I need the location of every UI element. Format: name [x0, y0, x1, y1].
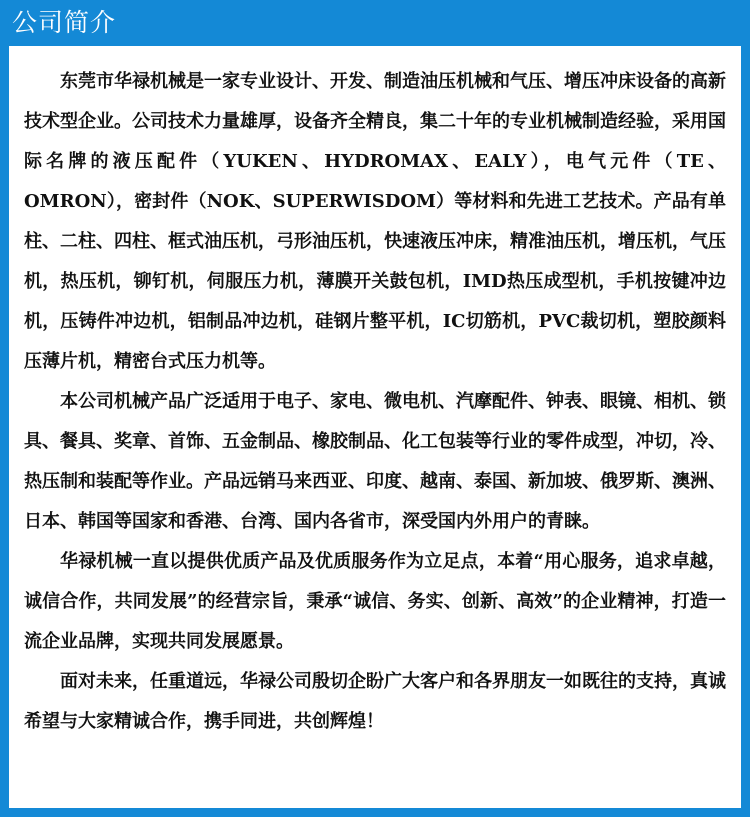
- intro-paragraph-1: 东莞市华禄机械是一家专业设计、开发、制造油压机械和气压、增压冲床设备的高新技术型企业。公司技术力量雄厚，设备齐全精良，集二十年的专业机械制造经验，采用国际名牌的液压配件（YUKEN、HYDROMAX、EALY），电气元件（TE、OMRON），密封件（NOK、SUPERWISDOM）等材料和先进工艺技术。产品有单柱、二柱、四柱、框式油压机，弓形油压机，快速液压冲床，精准油压机，增压机，气压机，热压机，铆钉机，伺服压力机，薄膜开关鼓包机，IMD热压成型机，手机按键冲边机，压铸件冲边机，铝制品冲边机，硅钢片整平机，IC切筋机，PVC裁切机，塑胶颜料压薄片机，精密台式压力机等。: [24, 71, 726, 372]
- content-panel: [9, 46, 741, 808]
- intro-paragraph-2: 本公司机械产品广泛适用于电子、家电、微电机、汽摩配件、钟表、眼镜、相机、锁具、餐具、奖章、首饰、五金制品、橡胶制品、化工包装等行业的零件成型，冲切，冷、热压制和装配等作业。产品远销马来西亚、印度、越南、泰国、新加坡、俄罗斯、澳洲、日本、韩国等国家和香港、台湾、国内各省市，深受国内外用户的青睐。: [24, 391, 726, 532]
- intro-paragraph-4: 面对未来，任重道远，华禄公司殷切企盼广大客户和各界朋友一如既往的支持，真诚希望与大家精诚合作，携手同进，共创辉煌！: [24, 671, 726, 732]
- company-intro: [24, 62, 726, 742]
- header-bar: [0, 0, 750, 46]
- page-title: 公司简介: [12, 8, 117, 37]
- intro-paragraph-3: 华禄机械一直以提供优质产品及优质服务作为立足点，本着“用心服务，追求卓越，诚信合作，共同发展”的经营宗旨，秉承“诚信、务实、创新、高效”的企业精神，打造一流企业品牌，实现共同发展愿景。: [24, 551, 726, 652]
